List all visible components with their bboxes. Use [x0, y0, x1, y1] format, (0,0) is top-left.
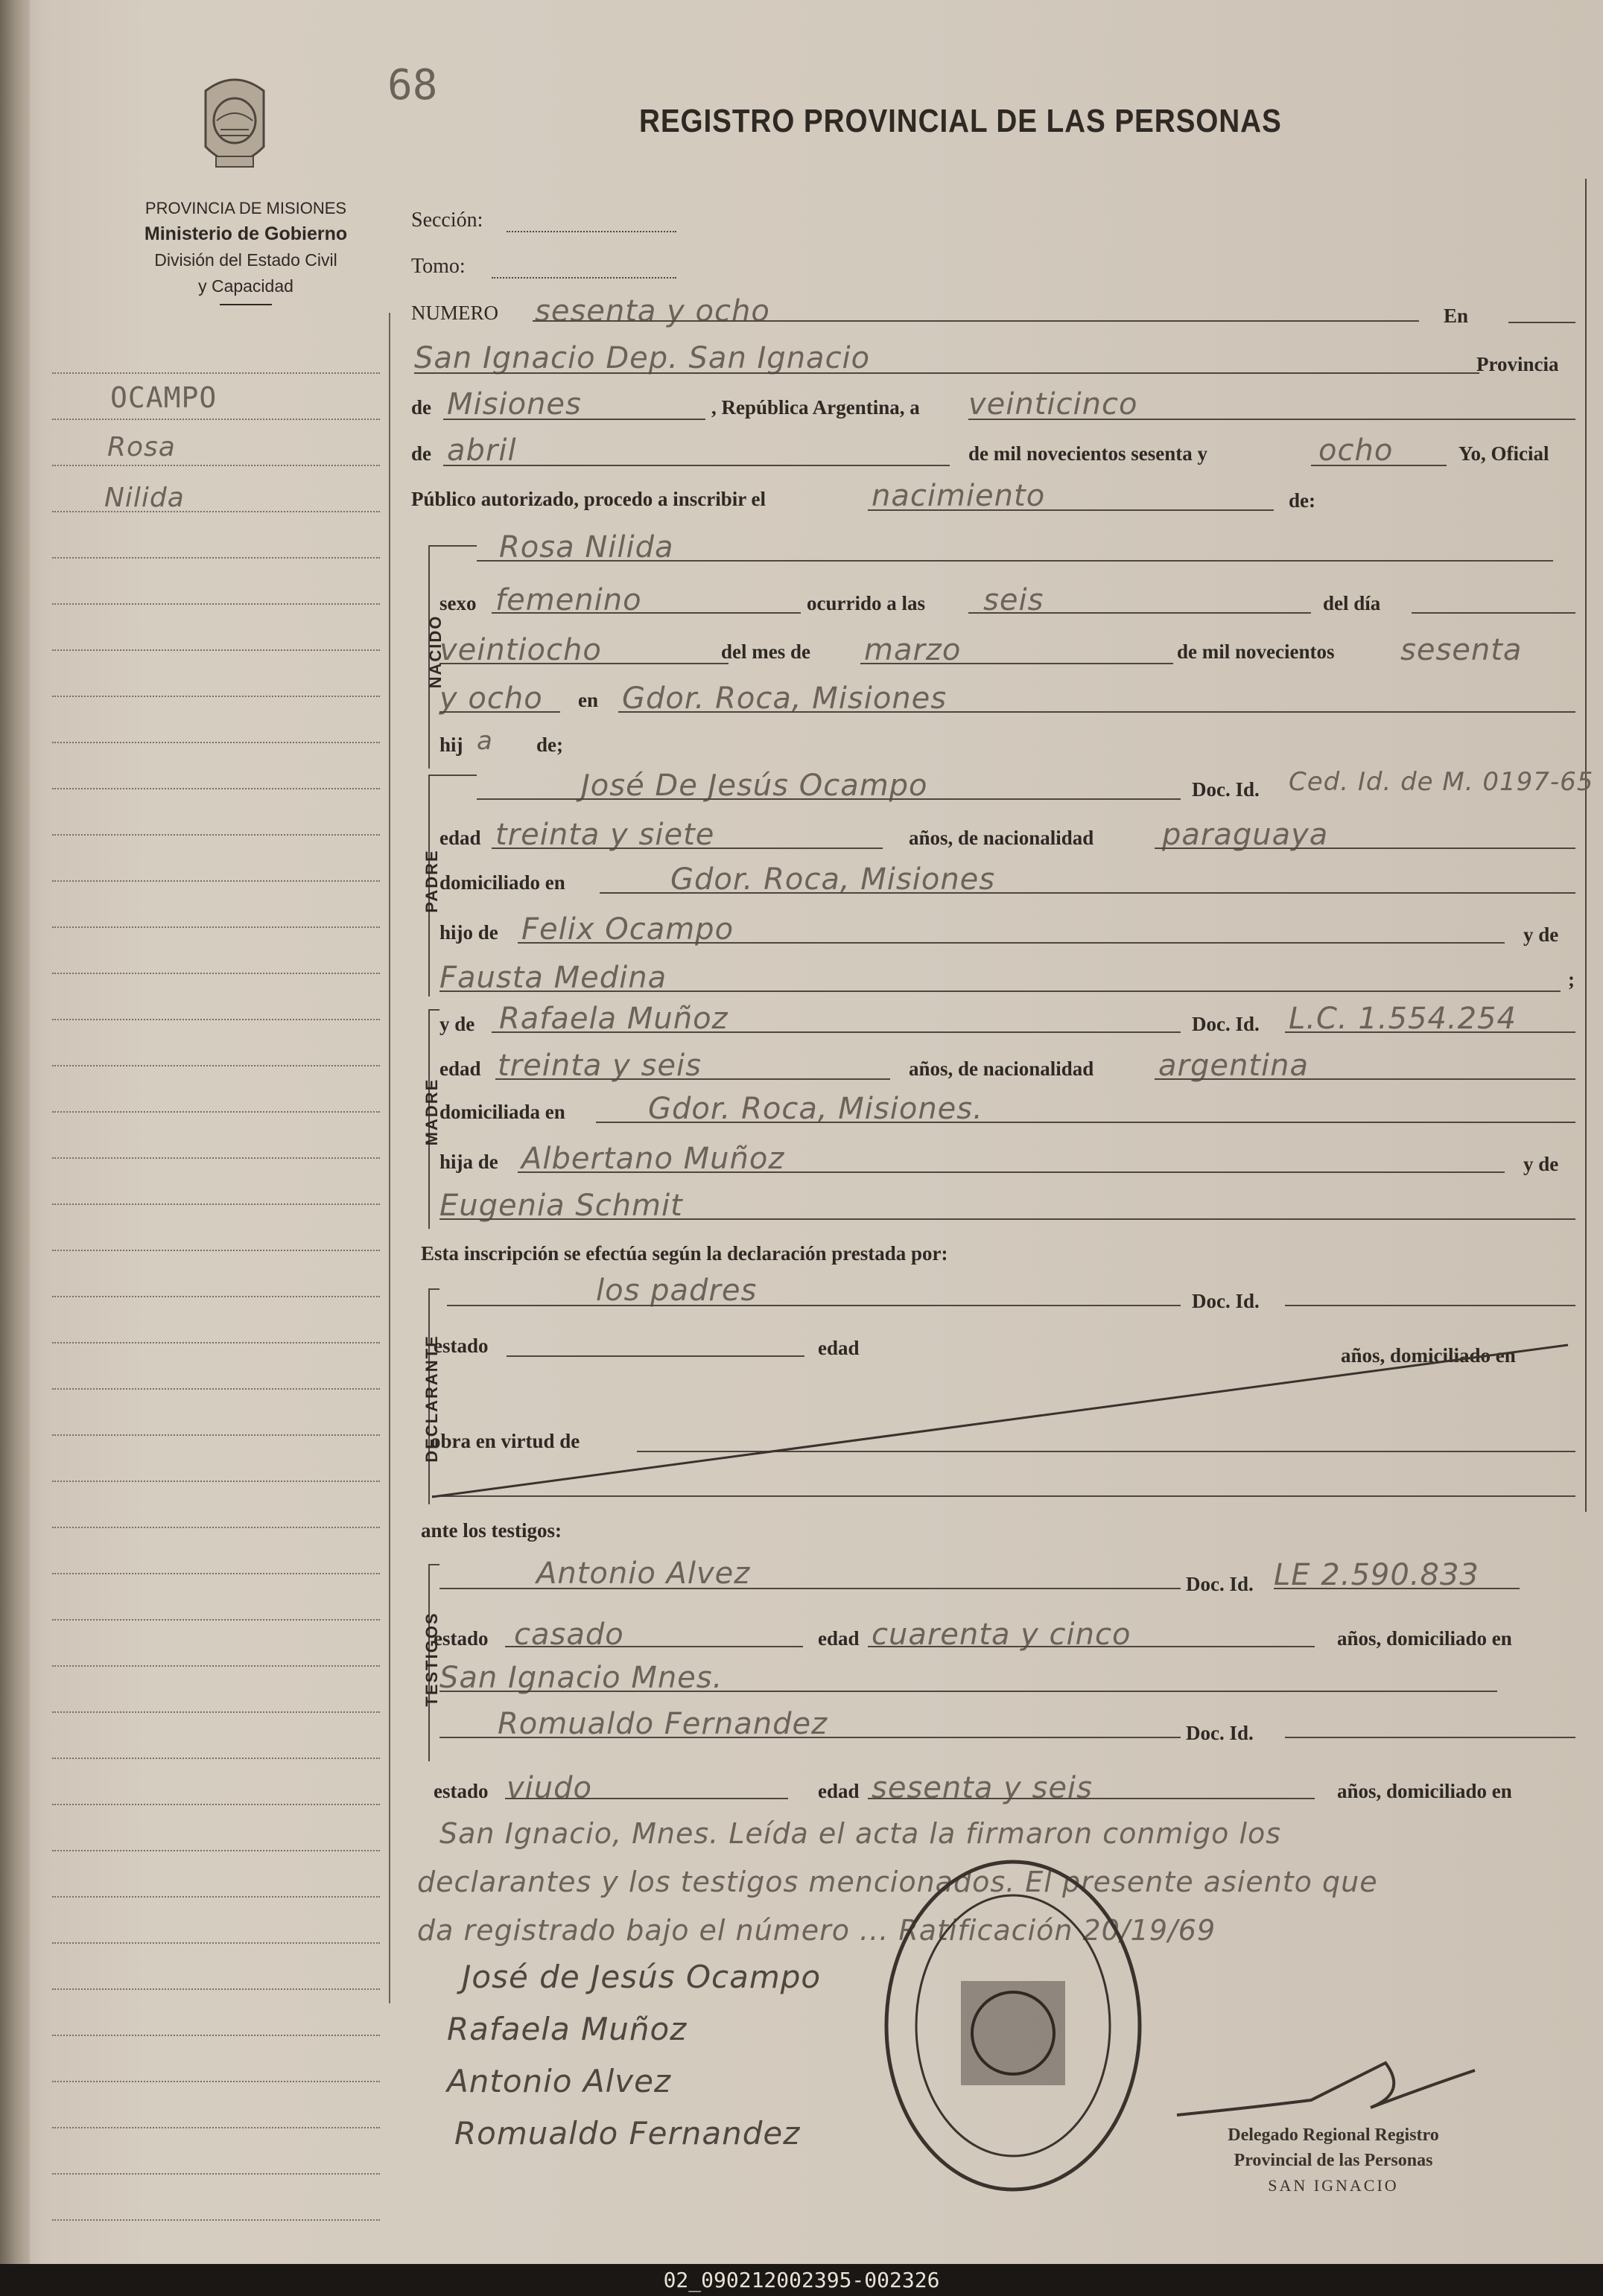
- coat-of-arms-icon: [198, 69, 271, 180]
- en-label: En: [1444, 305, 1469, 327]
- closing-line-1: San Ignacio, Mnes. Leída el acta la firmaron conmigo los: [439, 1817, 1282, 1850]
- birth-year-value-1: sesenta: [1400, 633, 1523, 667]
- official-stamp-text: [1166, 2122, 1501, 2198]
- madre-y-de-label: y de: [439, 1013, 475, 1035]
- margin-ruled-line: [52, 1065, 380, 1066]
- padre-semicolon: ;: [1568, 968, 1575, 990]
- margin-given-name-1: Rosa: [107, 432, 176, 462]
- padre-hijo-label: hijo de: [439, 921, 498, 944]
- padre-edad-value: treinta y siete: [495, 818, 715, 852]
- hij-value: a: [477, 726, 493, 756]
- declarante-edad-label: edad: [818, 1337, 860, 1359]
- left-header-ministry: Ministerio de Gobierno: [144, 223, 348, 244]
- signature-3: Antonio Alvez: [447, 2063, 671, 2099]
- testigo2-name: Romualdo Fernandez: [498, 1707, 828, 1741]
- declarante-strikeout-line: [428, 1341, 1575, 1504]
- madre-label: MADRE: [422, 1078, 441, 1146]
- closing-line-3: da registrado bajo el número ... Ratificación 20/19/69: [417, 1914, 1216, 1947]
- madre-father-value: Albertano Muñoz: [521, 1142, 785, 1176]
- margin-ruled-line: [52, 372, 380, 374]
- madre-edad-label: edad: [439, 1058, 481, 1080]
- margin-ruled-line: [52, 1665, 380, 1667]
- del-mes-label: del mes de: [721, 640, 810, 663]
- margin-ruled-line: [52, 1250, 380, 1251]
- testigo2-anos-label: años, domiciliado en: [1337, 1780, 1512, 1802]
- margin-ruled-line: [52, 557, 380, 559]
- day-value: veinticinco: [968, 387, 1138, 422]
- testigo1-domicilio-value: San Ignacio Mnes.: [439, 1661, 723, 1695]
- en-place-label: en: [578, 689, 598, 711]
- margin-ruled-line: [52, 2219, 380, 2221]
- declarante-label: DECLARANTE: [422, 1335, 441, 1463]
- act-value: nacimiento: [872, 479, 1046, 513]
- madre-anos-label: años, de nacionalidad: [909, 1058, 1094, 1080]
- closing-line-2: declarantes y los testigos mencionados. El presente asiento que: [417, 1866, 1378, 1898]
- testigo2-doc-label: Doc. Id.: [1186, 1722, 1254, 1744]
- margin-ruled-line: [52, 1988, 380, 1990]
- page-title: REGISTRO PROVINCIAL DE LAS PERSONAS: [639, 103, 1282, 139]
- testigo1-doc-label: Doc. Id.: [1186, 1573, 1254, 1595]
- margin-ruled-line: [52, 1388, 380, 1390]
- stamp-line-3: SAN IGNACIO: [1268, 2176, 1399, 2195]
- margin-ruled-line: [52, 1850, 380, 1851]
- margin-ruled-line: [52, 742, 380, 743]
- madre-hija-label: hija de: [439, 1151, 498, 1173]
- year-value: ocho: [1318, 433, 1394, 468]
- margin-ruled-line: [52, 1019, 380, 1020]
- margin-ruled-line: [52, 1342, 380, 1343]
- madre-doc-label: Doc. Id.: [1192, 1013, 1260, 1035]
- padre-mother-value: Fausta Medina: [439, 961, 667, 995]
- padre-doc-label: Doc. Id.: [1192, 778, 1260, 801]
- margin-surname: OCAMPO: [110, 381, 218, 414]
- margin-ruled-line: [52, 1711, 380, 1713]
- de-semicolon-label: de;: [536, 734, 563, 756]
- margin-ruled-line: [52, 1573, 380, 1574]
- page-number: 68: [387, 61, 438, 109]
- margin-ruled-line: [52, 1111, 380, 1113]
- publico-label: Público autorizado, procedo a inscribir el: [411, 488, 766, 510]
- testigo2-estado-label: estado: [434, 1780, 489, 1802]
- testigo1-name: Antonio Alvez: [536, 1556, 751, 1591]
- padre-father-value: Felix Ocampo: [521, 912, 734, 947]
- official-round-stamp: [879, 1854, 1147, 2200]
- numero-label: NUMERO: [411, 302, 499, 324]
- margin-ruled-line: [52, 603, 380, 605]
- margin-ruled-line: [52, 1481, 380, 1482]
- margin-ruled-line: [52, 1296, 380, 1297]
- margin-ruled-line: [52, 419, 380, 420]
- stamp-line-1: Delegado Regional Registro: [1228, 2125, 1439, 2145]
- padre-domicilio-value: Gdor. Roca, Misiones: [670, 862, 996, 897]
- hij-label: hij: [439, 734, 463, 756]
- nacido-label: NACIDO: [426, 614, 445, 689]
- scan-footer-id: 02_090212002395-002326: [0, 2264, 1603, 2296]
- province-value: Misiones: [447, 387, 582, 422]
- padre-edad-label: edad: [439, 827, 481, 849]
- left-header-province: PROVINCIA DE MISIONES: [145, 199, 347, 217]
- margin-ruled-line: [52, 2081, 380, 2082]
- sexo-label: sexo: [439, 592, 477, 614]
- testigos-label: TESTIGOS: [422, 1612, 441, 1707]
- padre-label: PADRE: [422, 849, 441, 913]
- margin-ruled-line: [52, 696, 380, 697]
- testigo1-doc-value: LE 2.590.833: [1274, 1558, 1479, 1592]
- signature-4: Romualdo Fernandez: [454, 2115, 801, 2152]
- margin-ruled-line: [52, 465, 380, 466]
- mil-label: de mil novecientos sesenta y: [968, 442, 1207, 465]
- madre-domicilio-label: domiciliada en: [439, 1101, 565, 1123]
- birth-year-value-2: y ocho: [439, 681, 543, 716]
- republica-label: , República Argentina, a: [711, 396, 920, 419]
- margin-given-name-2: Nilida: [104, 483, 185, 513]
- padre-nacionalidad-value: paraguaya: [1162, 818, 1329, 852]
- yo-label: Yo, Oficial: [1458, 442, 1549, 465]
- margin-ruled-line: [52, 511, 380, 512]
- de-colon-label: de:: [1289, 489, 1315, 512]
- declarante-anos-label: años, domiciliado en: [1341, 1344, 1516, 1367]
- madre-y-de-label-2: y de: [1523, 1153, 1559, 1175]
- nacido-name: Rosa Nilida: [499, 530, 674, 565]
- margin-ruled-line: [52, 1758, 380, 1759]
- ante-testigos-label: ante los testigos:: [421, 1519, 562, 1542]
- numero-value: sesenta y ocho: [535, 294, 770, 328]
- testigo2-estado-value: viudo: [507, 1771, 592, 1805]
- margin-ruled-line: [52, 2127, 380, 2128]
- birth-place-value: Gdor. Roca, Misiones: [622, 681, 947, 716]
- margin-ruled-line: [52, 880, 380, 882]
- margin-ruled-line: [52, 1203, 380, 1205]
- madre-mother-value: Eugenia Schmit: [439, 1189, 683, 1223]
- birth-day-value: veintiocho: [439, 633, 602, 667]
- signature-1: José de Jesús Ocampo: [462, 1959, 822, 1995]
- margin-ruled-line: [52, 1527, 380, 1528]
- margin-ruled-line: [52, 973, 380, 974]
- madre-domicilio-value: Gdor. Roca, Misiones.: [648, 1092, 983, 1126]
- stamp-line-2: Provincial de las Personas: [1234, 2151, 1433, 2170]
- madre-doc-value: L.C. 1.554.254: [1289, 1002, 1517, 1036]
- testigo1-edad-label: edad: [818, 1627, 860, 1650]
- declarante-obra-label: obra en virtud de: [431, 1430, 580, 1452]
- tomo-label: Tomo:: [411, 255, 466, 278]
- madre-edad-value: treinta y seis: [498, 1049, 702, 1083]
- left-header-capacidad: y Capacidad: [198, 276, 293, 296]
- margin-ruled-line: [52, 788, 380, 789]
- ocurrido-label: ocurrido a las: [807, 592, 925, 614]
- madre-nacionalidad-value: argentina: [1158, 1049, 1309, 1083]
- padre-y-de-label: y de: [1523, 923, 1559, 946]
- hora-value: seis: [983, 583, 1044, 617]
- margin-ruled-line: [52, 649, 380, 651]
- testigo1-anos-label: años, domiciliado en: [1337, 1627, 1512, 1650]
- left-header: [89, 195, 402, 305]
- madre-name: Rafaela Muñoz: [499, 1002, 729, 1036]
- padre-doc-value: Ced. Id. de M. 0197-65: [1289, 767, 1594, 797]
- place-value: San Ignacio Dep. San Ignacio: [414, 341, 871, 375]
- testigo2-edad-value: sesenta y seis: [872, 1771, 1093, 1805]
- padre-name: José De Jesús Ocampo: [581, 769, 928, 803]
- month-value: abril: [447, 433, 517, 468]
- birth-month-value: marzo: [864, 633, 962, 667]
- de-label: de: [411, 396, 431, 419]
- provincia-label: Provincia: [1476, 353, 1559, 375]
- testigo1-estado-value: casado: [514, 1618, 624, 1652]
- testigo1-edad-value: cuarenta y cinco: [872, 1618, 1131, 1652]
- signature-2: Rafaela Muñoz: [447, 2011, 688, 2047]
- margin-ruled-line: [52, 2035, 380, 2036]
- margin-ruled-line: [52, 926, 380, 928]
- declarante-doc-label: Doc. Id.: [1192, 1290, 1260, 1312]
- sexo-value: femenino: [495, 583, 642, 617]
- book-spine: [0, 0, 30, 2264]
- margin-ruled-line: [52, 1896, 380, 1898]
- declarante-estado-label: estado: [434, 1335, 489, 1357]
- padre-anos-label: años, de nacionalidad: [909, 827, 1094, 849]
- del-dia-label: del día: [1323, 592, 1381, 614]
- mil-novecientos-label: de mil novecientos: [1177, 640, 1335, 663]
- margin-ruled-line: [52, 1804, 380, 1805]
- margin-ruled-line: [52, 1434, 380, 1436]
- margin-ruled-line: [52, 1619, 380, 1621]
- margin-ruled-line: [52, 2173, 380, 2175]
- margin-ruled-line: [52, 1157, 380, 1159]
- left-header-division: División del Estado Civil: [154, 250, 337, 270]
- declaracion-label: Esta inscripción se efectúa según la declaración prestada por:: [421, 1242, 948, 1265]
- declarante-name: los padres: [596, 1273, 758, 1308]
- testigo1-estado-label: estado: [434, 1627, 489, 1650]
- testigo2-edad-label: edad: [818, 1780, 860, 1802]
- seccion-label: Sección:: [411, 209, 483, 232]
- margin-divider: [389, 313, 390, 2003]
- margin-ruled-line: [52, 834, 380, 836]
- de2-label: de: [411, 442, 431, 465]
- padre-domicilio-label: domiciliado en: [439, 871, 565, 894]
- margin-ruled-line: [52, 1942, 380, 1944]
